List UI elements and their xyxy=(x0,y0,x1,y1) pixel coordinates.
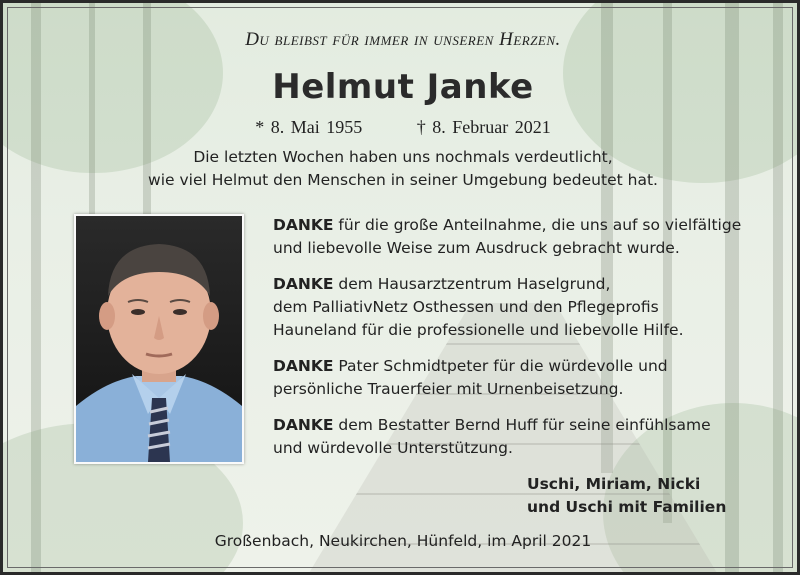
thanks-keyword: DANKE xyxy=(273,357,334,375)
thanks-text: persönliche Trauerfeier mit Urnenbeisetzung. xyxy=(273,380,624,398)
portrait-photo xyxy=(74,214,244,464)
intro-line: Die letzten Wochen haben uns nochmals verdeutlicht, xyxy=(193,148,613,166)
thanks-paragraph xyxy=(273,214,753,260)
intro-line: wie viel Helmut den Menschen in seiner Umgebung bedeutet hat. xyxy=(148,171,658,189)
thanks-text: und liebevolle Weise zum Ausdruck gebracht wurde. xyxy=(273,239,680,257)
signers-line: und Uschi mit Familien xyxy=(527,498,727,516)
thanks-paragraph xyxy=(273,355,753,401)
thanks-section xyxy=(273,214,753,473)
signers xyxy=(527,473,726,519)
thanks-text: dem Bestatter Bernd Huff für seine einfühlsame xyxy=(338,416,711,434)
life-dates xyxy=(3,117,800,138)
thanks-text: und würdevolle Unterstützung. xyxy=(273,439,513,457)
thanks-paragraph xyxy=(273,273,753,342)
thanks-text: dem Hausarztzentrum Haselgrund, xyxy=(338,275,611,293)
thanks-keyword: DANKE xyxy=(273,416,334,434)
portrait-illustration xyxy=(76,216,242,462)
thanks-paragraph xyxy=(273,414,753,460)
thanks-text: Hauneland für die professionelle und liebevolle Hilfe. xyxy=(273,321,684,339)
obituary-content xyxy=(3,3,797,572)
thanks-keyword: DANKE xyxy=(273,216,334,234)
deceased-name: Helmut Janke xyxy=(272,67,534,107)
thanks-text: dem PalliativNetz Osthessen und den Pflegeprofis xyxy=(273,298,659,316)
thanks-text: Pater Schmidtpeter für die würdevolle und xyxy=(338,357,668,375)
death-date: † 8. Februar 2021 xyxy=(416,117,551,137)
thanks-keyword: DANKE xyxy=(273,275,334,293)
motto: Du bleibst für immer in unseren Herzen. xyxy=(245,29,561,50)
intro-text xyxy=(3,146,800,192)
thanks-text: für die große Anteilnahme, die uns auf so vielfältige xyxy=(338,216,742,234)
birth-date: * 8. Mai 1955 xyxy=(255,117,363,137)
signers-line: Uschi, Miriam, Nicki xyxy=(527,475,701,493)
place-and-date: Großenbach, Neukirchen, Hünfeld, im April 2021 xyxy=(214,532,592,550)
